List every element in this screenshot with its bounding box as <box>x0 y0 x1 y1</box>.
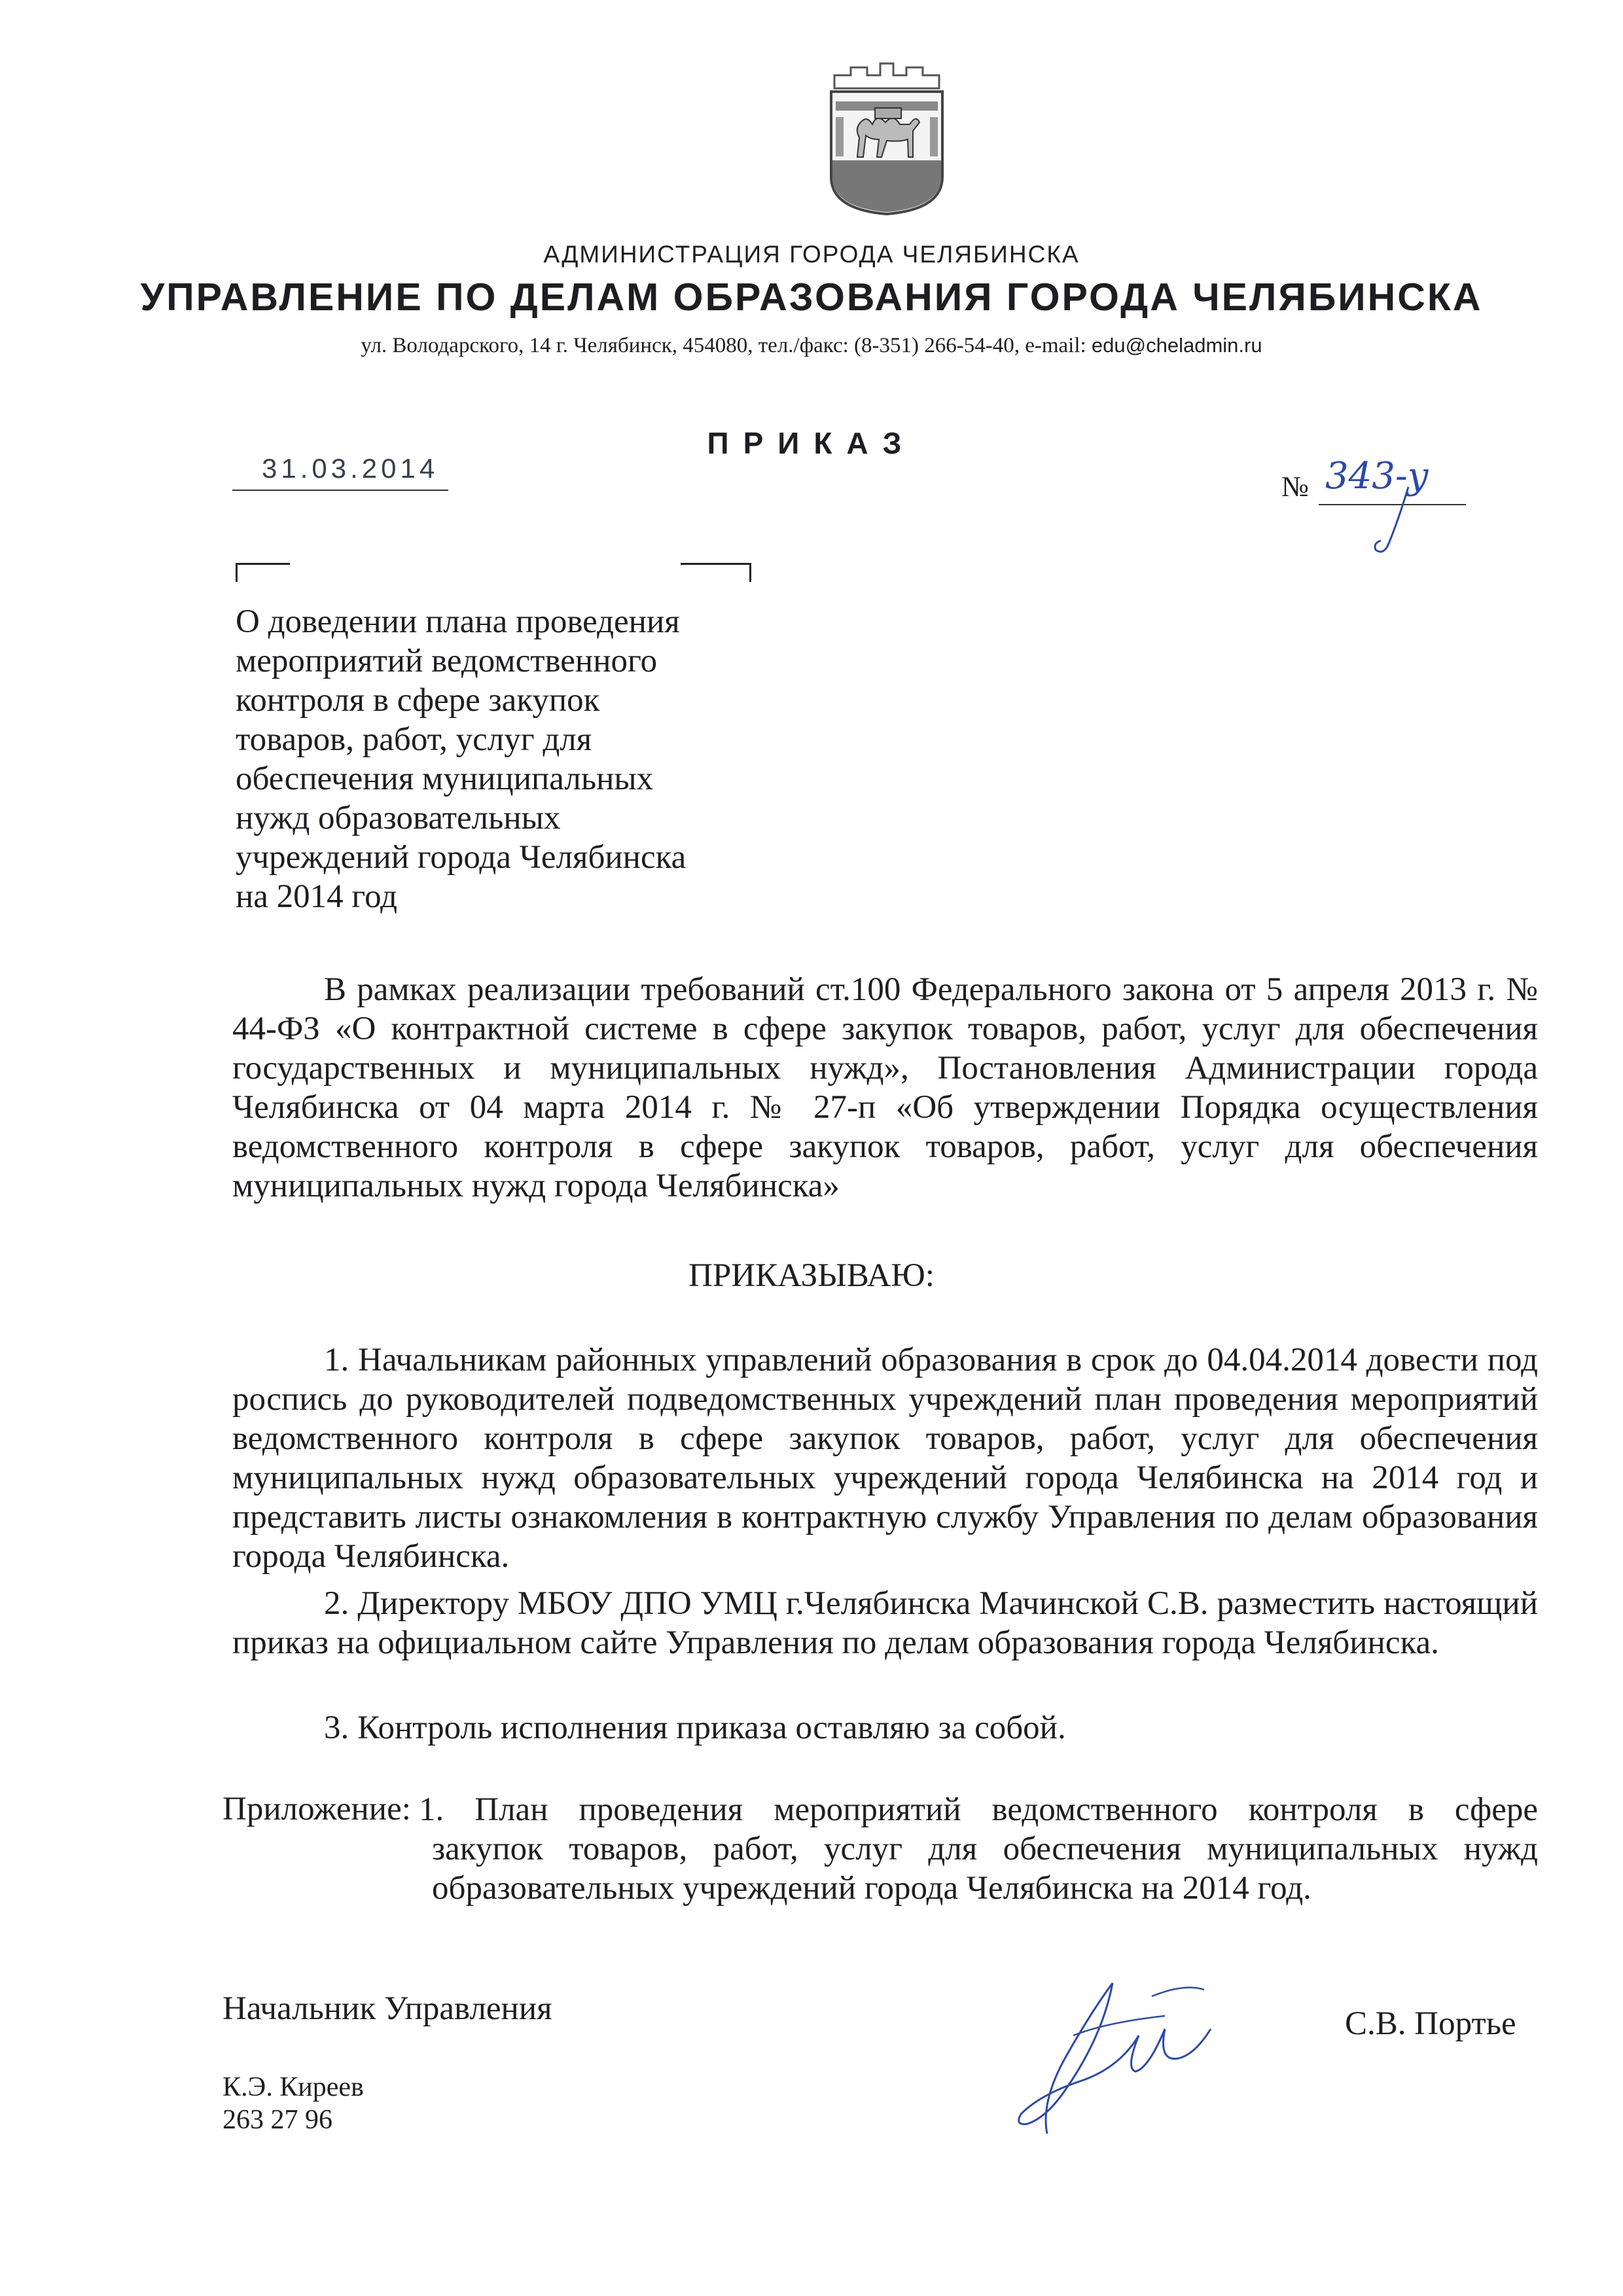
order-subject <box>236 602 772 916</box>
subject-line: нужд образовательных <box>236 800 561 836</box>
order-item: 3. Контроль исполнения приказа оставляю за собой. <box>324 1710 1066 1746</box>
order-directive: ПРИКАЗЫВАЮ: <box>688 1257 935 1294</box>
number-sign: № <box>1281 471 1309 503</box>
appendix-rest: закупок товаров, работ, услуг для обеспечения муниципальных нужд образовательных учреждений города Челябинска на 2014 год. <box>432 1831 1538 1907</box>
handwritten-stroke-icon <box>1368 484 1420 556</box>
appendix-label: Приложение: <box>223 1791 411 1827</box>
order-date: 31.03.2014 <box>262 453 439 484</box>
email-link[interactable]: edu@cheladmin.ru <box>1091 334 1262 357</box>
city-crest-icon <box>821 62 952 216</box>
preamble-paragraph: В рамках реализации требований ст.100 Федерального закона от 5 апреля 2013 г. № 44-ФЗ «О контрактной системе в сфере закупок товаров, работ, услуг для обеспечения государственных и муниципальных нужд», Постановления Администрации города Челябинска от 04 марта 2014 г. № 27-п «Об утверждении Порядка осуществления ведомственного контроля в сфере закупок товаров, работ, услуг для обеспечения муниципальных нужд города Челябинска» <box>232 971 1538 1204</box>
subject-line: товаров, работ, услуг для <box>236 721 592 758</box>
administration-name: АДМИНИСТРАЦИЯ ГОРОДА ЧЕЛЯБИНСКА <box>543 241 1080 268</box>
order-item: 1. Начальникам районных управлений образования в срок до 04.04.2014 довести под роспись до руководителей подведомственных учреждений план проведения мероприятий ведомственного контроля в сфере закупок товаров, работ, услуг для обеспечения муниципальных нужд образовательных учреждений города Челябинска на 2014 год и представить листы ознакомления в контрактную службу Управления по делам образования города Челябинска. <box>232 1342 1538 1575</box>
date-underline <box>232 490 448 491</box>
document-title: ПРИКАЗ <box>707 426 916 460</box>
order-item: 2. Директору МБОУ ДПО УМЦ г.Челябинска Мачинской С.В. разместить настоящий приказ на официальном сайте Управления по делам образования города Челябинска. <box>232 1585 1538 1661</box>
subject-line: обеспечения муниципальных <box>236 761 654 797</box>
appendix-text <box>419 1790 1538 1908</box>
executor-phone: 263 27 96 <box>223 2105 332 2135</box>
subject-bracket-right <box>681 563 751 582</box>
handwritten-signature-icon <box>969 1957 1243 2147</box>
department-address <box>0 334 1623 358</box>
signer-name: С.В. Портье <box>1345 2005 1516 2042</box>
signer-title: Начальник Управления <box>223 1990 552 2027</box>
executor-name: К.Э. Киреев <box>223 2072 364 2102</box>
address-text: ул. Володарского, 14 г. Челябинск, 454080, тел./факс: (8-351) 266-54-40, e-mail: <box>361 334 1092 357</box>
subject-line: на 2014 год <box>236 878 398 915</box>
subject-line: учреждений города Челябинска <box>236 839 687 876</box>
department-name: УПРАВЛЕНИЕ ПО ДЕЛАМ ОБРАЗОВАНИЯ ГОРОДА ЧЕЛЯБИНСКА <box>140 276 1483 319</box>
appendix-first-line: 1. План проведения мероприятий ведомственного контроля в сфере <box>419 1791 1538 1828</box>
subject-line: контроля в сфере закупок <box>236 682 600 719</box>
subject-bracket-left <box>236 563 290 582</box>
subject-line: О доведении плана проведения <box>236 603 680 640</box>
subject-line: мероприятий ведомственного <box>236 643 658 679</box>
order-number: 343-у <box>1325 455 1429 497</box>
